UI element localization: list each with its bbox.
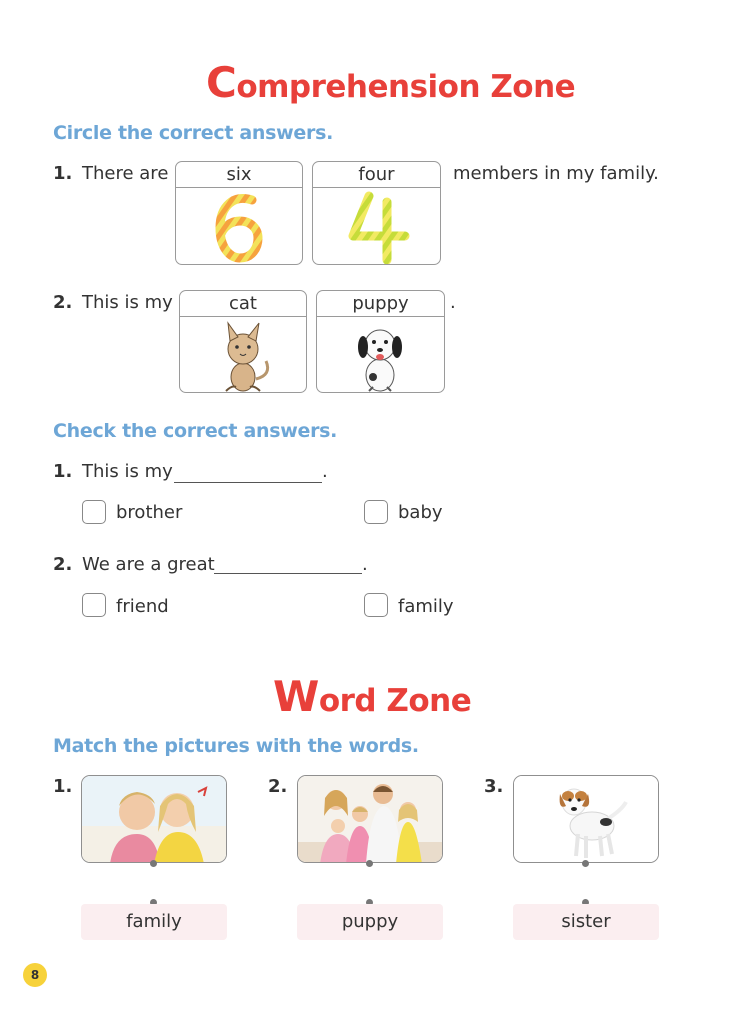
question-text-end: . xyxy=(450,292,456,313)
question-text: We are a great xyxy=(82,554,215,575)
checkbox-family[interactable] xyxy=(364,593,388,617)
answer-label: puppy xyxy=(317,291,444,317)
checkbox-brother[interactable] xyxy=(82,500,106,524)
check-heading: Check the correct answers. xyxy=(53,420,338,442)
option-label-friend: friend xyxy=(116,596,169,617)
answer-card-six[interactable] xyxy=(175,161,303,265)
question-text: This is my xyxy=(82,292,173,313)
picture-number: 1. xyxy=(53,776,73,797)
numeral-six-image xyxy=(176,188,302,265)
option-label-brother: brother xyxy=(116,502,183,523)
word-box-sister[interactable]: sister xyxy=(513,904,659,940)
answer-label: cat xyxy=(180,291,306,317)
question-text: This is my xyxy=(82,461,173,482)
circle-heading: Circle the correct answers. xyxy=(53,122,334,144)
answer-card-four[interactable] xyxy=(312,161,441,265)
question-number: 2. xyxy=(53,292,73,313)
two-children-photo[interactable] xyxy=(81,775,227,863)
question-number: 1. xyxy=(53,461,73,482)
question-text: There are xyxy=(82,163,169,184)
answer-card-puppy[interactable] xyxy=(316,290,445,393)
puppy-illustration xyxy=(317,317,444,393)
answer-card-cat[interactable] xyxy=(179,290,307,393)
word-zone-title: Word Zone xyxy=(273,672,472,721)
answer-blank[interactable] xyxy=(214,573,362,574)
match-dot-picture-1[interactable] xyxy=(150,860,157,867)
question-text-end: . xyxy=(362,554,368,575)
question-number: 1. xyxy=(53,163,73,184)
option-label-baby: baby xyxy=(398,502,443,523)
comprehension-zone-title: Comprehension Zone xyxy=(206,58,576,107)
cat-illustration xyxy=(180,317,306,393)
picture-number: 2. xyxy=(268,776,288,797)
answer-blank[interactable] xyxy=(174,482,322,483)
question-text-end: . xyxy=(322,461,328,482)
answer-label: six xyxy=(176,162,302,188)
checkbox-baby[interactable] xyxy=(364,500,388,524)
question-number: 2. xyxy=(53,554,73,575)
family-photo[interactable] xyxy=(297,775,443,863)
match-dot-picture-3[interactable] xyxy=(582,860,589,867)
word-box-family[interactable]: family xyxy=(81,904,227,940)
question-text-end: members in my family. xyxy=(453,163,659,184)
option-label-family: family xyxy=(398,596,454,617)
word-box-puppy[interactable]: puppy xyxy=(297,904,443,940)
match-heading: Match the pictures with the words. xyxy=(53,735,419,757)
picture-number: 3. xyxy=(484,776,504,797)
checkbox-friend[interactable] xyxy=(82,593,106,617)
answer-label: four xyxy=(313,162,440,188)
numeral-four-image xyxy=(313,188,440,265)
puppy-photo[interactable] xyxy=(513,775,659,863)
match-dot-picture-2[interactable] xyxy=(366,860,373,867)
page-number-badge: 8 xyxy=(23,963,47,987)
